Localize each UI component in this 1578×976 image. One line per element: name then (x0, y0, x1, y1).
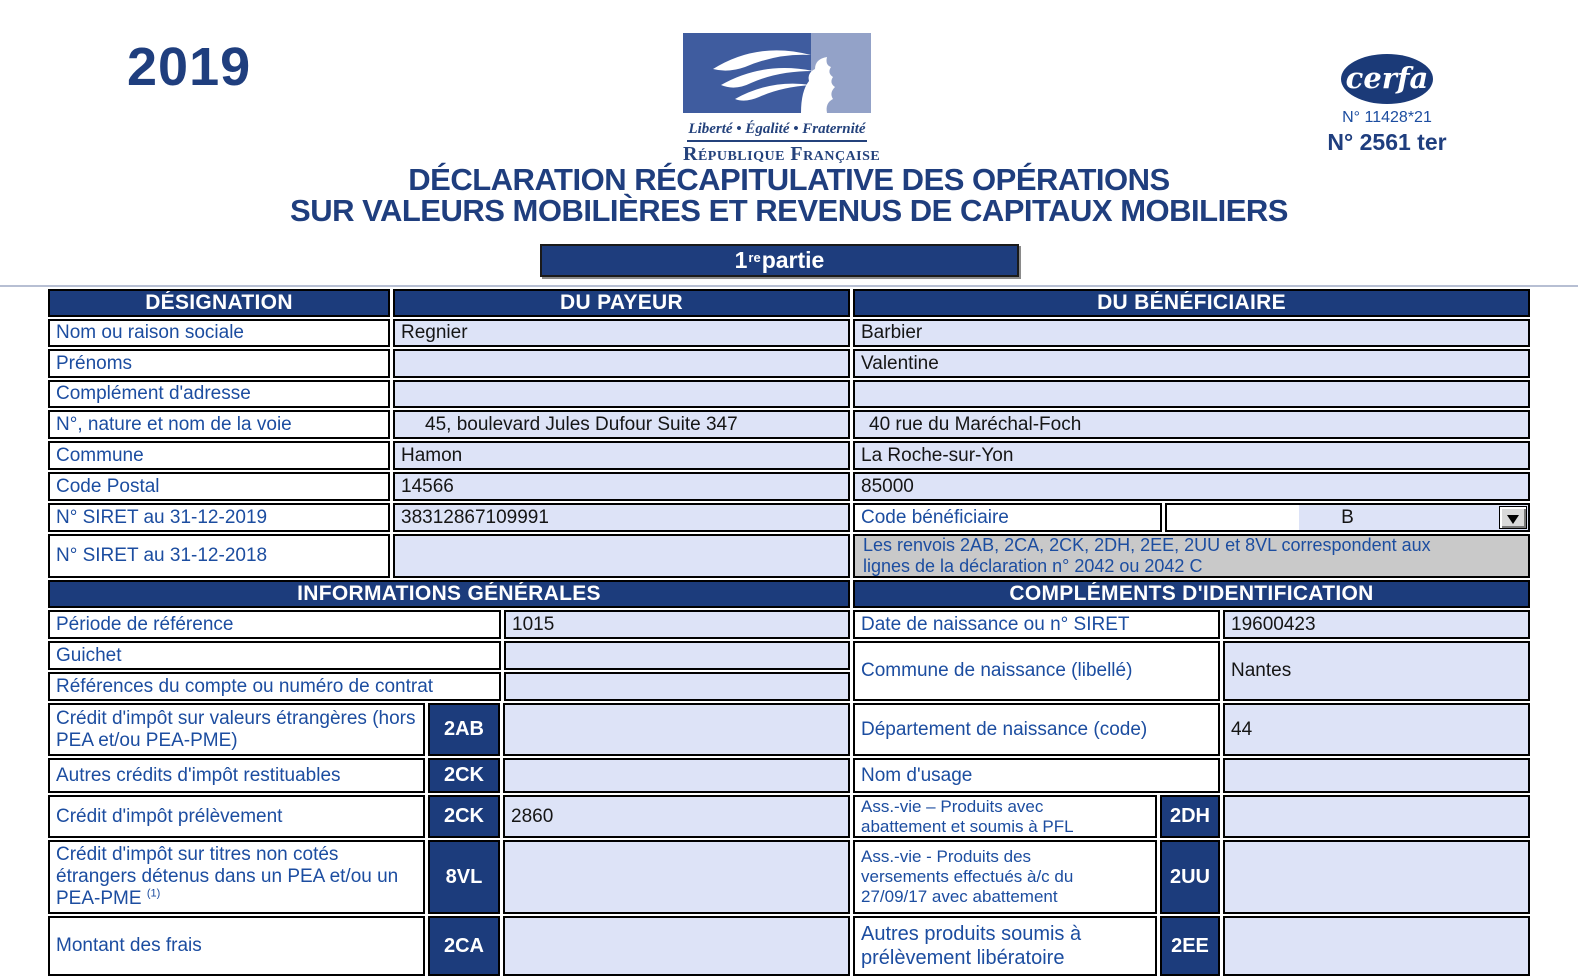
field-2CA[interactable] (503, 916, 850, 976)
field-2AB[interactable] (503, 703, 850, 756)
field-guichet[interactable] (504, 641, 850, 670)
header-du-beneficiaire: DU BÉNÉFICIAIRE (853, 289, 1530, 317)
code-beneficiaire-dropdown[interactable] (1165, 503, 1530, 532)
label-montant-frais: Montant des frais (48, 916, 425, 976)
form-row (853, 380, 1530, 408)
form-row (48, 672, 850, 701)
form-row (853, 319, 1530, 347)
header-complements-identification: COMPLÉMENTS D'IDENTIFICATION (853, 580, 1530, 608)
label-commune-naissance: Commune de naissance (libellé) (853, 641, 1220, 701)
label-date-naissance: Date de naissance ou n° SIRET (853, 610, 1220, 639)
form-row (48, 758, 850, 793)
marianne-flag-icon (683, 33, 871, 113)
field-commune-payeur[interactable]: Hamon (393, 441, 850, 470)
form-row (853, 580, 1530, 608)
marianne-motto: Liberté • Égalité • Fraternité (688, 121, 866, 137)
code-2CK: 2CK (428, 758, 500, 793)
form-row (853, 641, 1530, 701)
form-row (48, 410, 850, 439)
form-row (853, 503, 1530, 532)
form-row (853, 916, 1530, 976)
label-footnote: (1) (146, 887, 161, 900)
dropdown-button[interactable] (1499, 506, 1527, 529)
renvois-note-line2: lignes de la déclaration n° 2042 ou 2042 C (863, 556, 1203, 576)
header-designation: DÉSIGNATION (48, 289, 390, 317)
label-nom-raison-sociale: Nom ou raison sociale (48, 319, 390, 347)
field-nom-usage[interactable] (1223, 758, 1530, 793)
form-row (853, 610, 1530, 639)
label-credit-valeurs-etrangeres: Crédit d'impôt sur valeurs étrangères (hors PEA et/ou PEA-PME) (48, 703, 425, 756)
field-voie-beneficiaire[interactable]: 40 rue du Maréchal-Foch (853, 410, 1530, 439)
label-periode-reference: Période de référence (48, 610, 501, 639)
label-references-compte: Références du compte ou numéro de contrat (48, 672, 501, 701)
field-2DH[interactable] (1223, 795, 1530, 838)
field-departement-naissance[interactable]: 44 (1223, 703, 1530, 756)
label-voie: N°, nature et nom de la voie (48, 410, 390, 439)
form-row (853, 840, 1530, 914)
field-complement-beneficiaire[interactable] (853, 380, 1530, 408)
page-title (0, 164, 1578, 226)
label-autres-produits (853, 916, 1157, 976)
code-2CA: 2CA (428, 916, 500, 976)
label-complement-adresse: Complément d'adresse (48, 380, 390, 408)
marianne-divider (687, 140, 867, 142)
form-row (48, 349, 850, 378)
label-departement-naissance: Département de naissance (code) (853, 703, 1220, 756)
code-2UU: 2UU (1160, 840, 1220, 914)
field-references-compte[interactable] (504, 672, 850, 701)
cerfa-form-number: N° 11428*21 (1342, 109, 1432, 126)
form-row (48, 289, 850, 317)
field-date-naissance[interactable]: 19600423 (1223, 610, 1530, 639)
republique-francaise-logo (683, 33, 881, 166)
cerfa-logo-icon: cerfa (1341, 54, 1433, 104)
renvois-note-line1: Les renvois 2AB, 2CA, 2CK, 2DH, 2EE, 2UU et 8VL correspondent aux (863, 535, 1431, 555)
code-2AB: 2AB (428, 703, 500, 756)
beneficiaire-column (853, 289, 1530, 976)
code-2EE: 2EE (1160, 916, 1220, 976)
form-row (853, 349, 1530, 378)
label-text: Ass.-vie - Produits des versements effectués à/c du 27/09/17 avec abattement (861, 847, 1074, 906)
year-label: 2019 (127, 37, 252, 97)
label-code-postal: Code Postal (48, 472, 390, 501)
form-row (853, 534, 1530, 578)
field-8VL[interactable] (503, 840, 850, 914)
label-nom-usage: Nom d'usage (853, 758, 1220, 793)
form-row (853, 703, 1530, 756)
form-row (853, 472, 1530, 501)
field-2CK-restituables[interactable] (503, 758, 850, 793)
field-code-postal-beneficiaire[interactable]: 85000 (853, 472, 1530, 501)
header-informations-generales: INFORMATIONS GÉNÉRALES (48, 580, 850, 608)
field-2UU[interactable] (1223, 840, 1530, 914)
form-row (48, 380, 850, 408)
field-commune-beneficiaire[interactable]: La Roche-sur-Yon (853, 441, 1530, 470)
declaration-table (48, 289, 1530, 976)
form-row (48, 580, 850, 608)
chevron-down-icon (1507, 515, 1519, 530)
field-2EE[interactable] (1223, 916, 1530, 976)
form-row (853, 758, 1530, 793)
form-row (853, 795, 1530, 838)
field-nom-beneficiaire[interactable]: Barbier (853, 319, 1530, 347)
label-siret-2018: N° SIRET au 31-12-2018 (48, 534, 390, 578)
form-row (853, 410, 1530, 439)
form-row (48, 503, 850, 532)
label-credit-titres-non-cotes (48, 840, 425, 914)
code-beneficiaire-value: B (1341, 506, 1354, 528)
code-2DH: 2DH (1160, 795, 1220, 838)
form-number: N° 2561 ter (1327, 129, 1447, 155)
part-ordinal: re (748, 250, 761, 265)
field-voie-payeur[interactable]: 45, boulevard Jules Dufour Suite 347 (393, 410, 850, 439)
payeur-column (48, 289, 850, 976)
label-text: Crédit d'impôt sur titres non cotés étrangers détenus dans un PEA et/ou un PEA-PME (56, 844, 399, 909)
field-code-postal-payeur[interactable]: 14566 (393, 472, 850, 501)
cerfa-block (1312, 54, 1462, 156)
field-commune-naissance[interactable]: Nantes (1223, 641, 1530, 701)
form-row (48, 916, 850, 976)
label-commune: Commune (48, 441, 390, 470)
form-row (48, 795, 850, 838)
label-code-beneficiaire: Code bénéficiaire (853, 503, 1162, 532)
label-credit-prelevement: Crédit d'impôt prélèvement (48, 795, 425, 838)
field-prenoms-payeur[interactable] (393, 349, 850, 378)
renvois-note (853, 534, 1530, 578)
field-2CK-prelevement[interactable]: 2860 (503, 795, 850, 838)
field-prenoms-beneficiaire[interactable]: Valentine (853, 349, 1530, 378)
field-nom-payeur[interactable]: Regnier (393, 319, 850, 347)
part-number: 1 (734, 247, 748, 273)
form-row (48, 703, 850, 756)
field-siret-2019[interactable]: 38312867109991 (393, 503, 850, 532)
page-title-line2: SUR VALEURS MOBILIÈRES ET REVENUS DE CAPITAUX MOBILIERS (290, 193, 1288, 228)
label-text: Ass.-vie – Produits avec abattement et soumis à PFL (861, 796, 1074, 836)
part-banner (540, 244, 1019, 277)
label-siret-2019: N° SIRET au 31-12-2019 (48, 503, 390, 532)
code-8VL: 8VL (428, 840, 500, 914)
form-row (48, 319, 850, 347)
form-row (48, 534, 850, 578)
label-assvie-pfl (853, 795, 1157, 838)
form-row (48, 441, 850, 470)
code-2CK-prelevement: 2CK (428, 795, 500, 838)
label-autres-credits: Autres crédits d'impôt restituables (48, 758, 425, 793)
form-row (853, 289, 1530, 317)
part-word: partie (761, 247, 825, 273)
field-periode-reference[interactable]: 1015 (504, 610, 850, 639)
label-prenoms: Prénoms (48, 349, 390, 378)
label-text: Autres produits soumis à prélèvement libératoire (861, 923, 1082, 969)
form-row (48, 610, 850, 639)
separator-line (0, 285, 1578, 287)
label-assvie-versements (853, 840, 1157, 914)
header-du-payeur: DU PAYEUR (393, 289, 850, 317)
form-row (48, 641, 850, 670)
form-row (853, 441, 1530, 470)
page-title-line1: DÉCLARATION RÉCAPITULATIVE DES OPÉRATIONS (408, 162, 1170, 197)
form-row (48, 840, 850, 914)
form-row (48, 472, 850, 501)
field-siret-2018[interactable] (393, 534, 850, 578)
field-complement-payeur[interactable] (393, 380, 850, 408)
label-guichet: Guichet (48, 641, 501, 670)
republique-francaise-label: République Française (683, 143, 881, 165)
